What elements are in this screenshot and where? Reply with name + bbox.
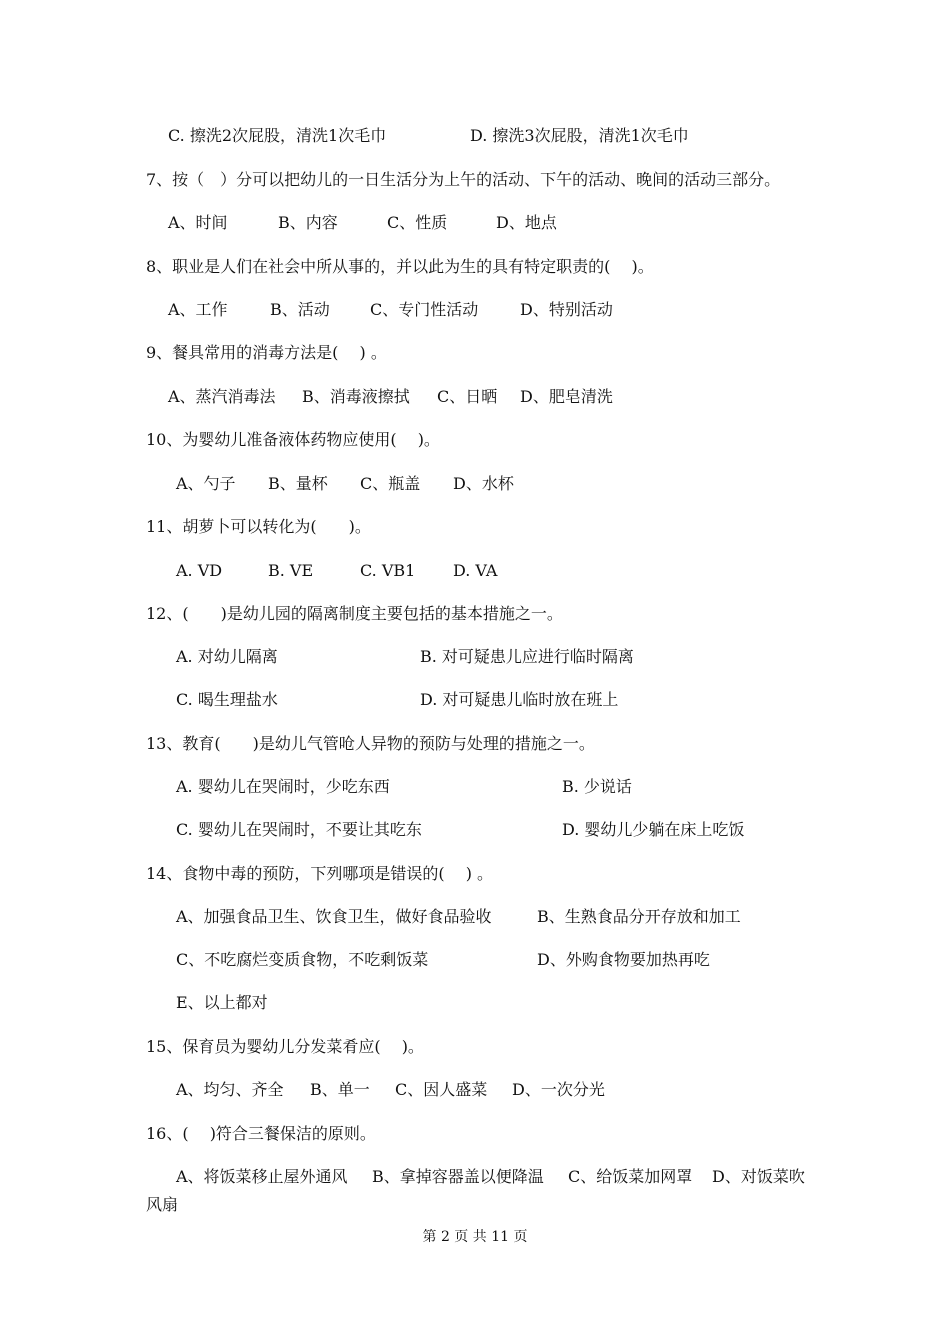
option: D. 婴幼儿少躺在床上吃饭 (562, 820, 745, 839)
question-stem: 16、( )符合三餐保洁的原则。 (146, 1124, 376, 1143)
option: B、拿掉容器盖以便降温 (372, 1167, 544, 1186)
option: C、不吃腐烂变质食物，不吃剩饭菜 (176, 950, 429, 969)
option: A、将饭菜移止屋外通风 (176, 1167, 348, 1186)
page-footer: 第 2 页 共 11 页 (422, 1229, 528, 1245)
option: C. VB1 (360, 561, 416, 580)
option: C、专门性活动 (370, 300, 479, 319)
option: B、单一 (310, 1080, 370, 1099)
question-stem: 12、( )是幼儿园的隔离制度主要包括的基本措施之一。 (146, 604, 563, 623)
option: C、因人盛菜 (395, 1080, 488, 1099)
option: A、工作 (168, 300, 228, 319)
option: D. VA (453, 561, 498, 580)
option: D、外购食物要加热再吃 (537, 950, 710, 969)
option: D、肥皂清洗 (520, 387, 613, 406)
option: A、勺子 (176, 474, 236, 493)
option: D. 对可疑患儿临时放在班上 (420, 690, 619, 709)
option: A、均匀、齐全 (176, 1080, 284, 1099)
question-stem: 14、食物中毒的预防，下列哪项是错误的( ) 。 (146, 864, 494, 883)
option: C. 喝生理盐水 (176, 690, 278, 709)
option: D、对饭菜吹 (712, 1167, 805, 1186)
option: A. 婴幼儿在哭闹时，少吃东西 (176, 777, 390, 796)
option: C. 婴幼儿在哭闹时，不要让其吃东 (176, 820, 422, 839)
option: D、特别活动 (520, 300, 613, 319)
question-stem: 13、教育( )是幼儿气管呛人异物的预防与处理的措施之一。 (146, 734, 595, 753)
option: B、量杯 (268, 474, 328, 493)
question-stem: 9、餐具常用的消毒方法是( ) 。 (146, 343, 387, 362)
option: C、日晒 (437, 387, 498, 406)
question-stem: 15、保育员为婴幼儿分发菜肴应( )。 (146, 1037, 424, 1056)
option: A、加强食品卫生、饮食卫生，做好食品验收 (176, 907, 492, 926)
option: A、蒸汽消毒法 (168, 387, 276, 406)
option: D、地点 (496, 213, 557, 232)
option: A. 对幼儿隔离 (176, 647, 278, 666)
option: B. 对可疑患儿应进行临时隔离 (420, 647, 634, 666)
option: E、以上都对 (176, 993, 268, 1012)
option: B. 少说话 (562, 777, 632, 796)
option: C、性质 (387, 213, 448, 232)
option-continuation: 风扇 (146, 1195, 179, 1214)
q6-option-d: D. 擦洗3次屁股，清洗1次毛巾 (470, 126, 689, 145)
option: B. VE (268, 561, 314, 580)
option: B、消毒液擦拭 (302, 387, 410, 406)
option: D、一次分光 (512, 1080, 605, 1099)
option: B、内容 (278, 213, 338, 232)
question-stem: 7、按（ ）分可以把幼儿的一日生活分为上午的活动、下午的活动、晚间的活动三部分。 (146, 170, 781, 189)
question-stem: 10、为婴幼儿准备液体药物应使用( )。 (146, 430, 440, 449)
question-stem: 8、职业是人们在社会中所从事的，并以此为生的具有特定职责的( )。 (146, 257, 654, 276)
option: D、水杯 (453, 474, 514, 493)
option: C、瓶盖 (360, 474, 421, 493)
option: B、活动 (270, 300, 330, 319)
question-stem: 11、胡萝卜可以转化为( )。 (146, 517, 371, 536)
option: C、给饭菜加网罩 (568, 1167, 693, 1186)
option: B、生熟食品分开存放和加工 (537, 907, 741, 926)
option: A、时间 (168, 213, 228, 232)
option: A. VD (176, 561, 223, 580)
q6-option-c: C. 擦洗2次屁股，清洗1次毛巾 (168, 126, 387, 145)
